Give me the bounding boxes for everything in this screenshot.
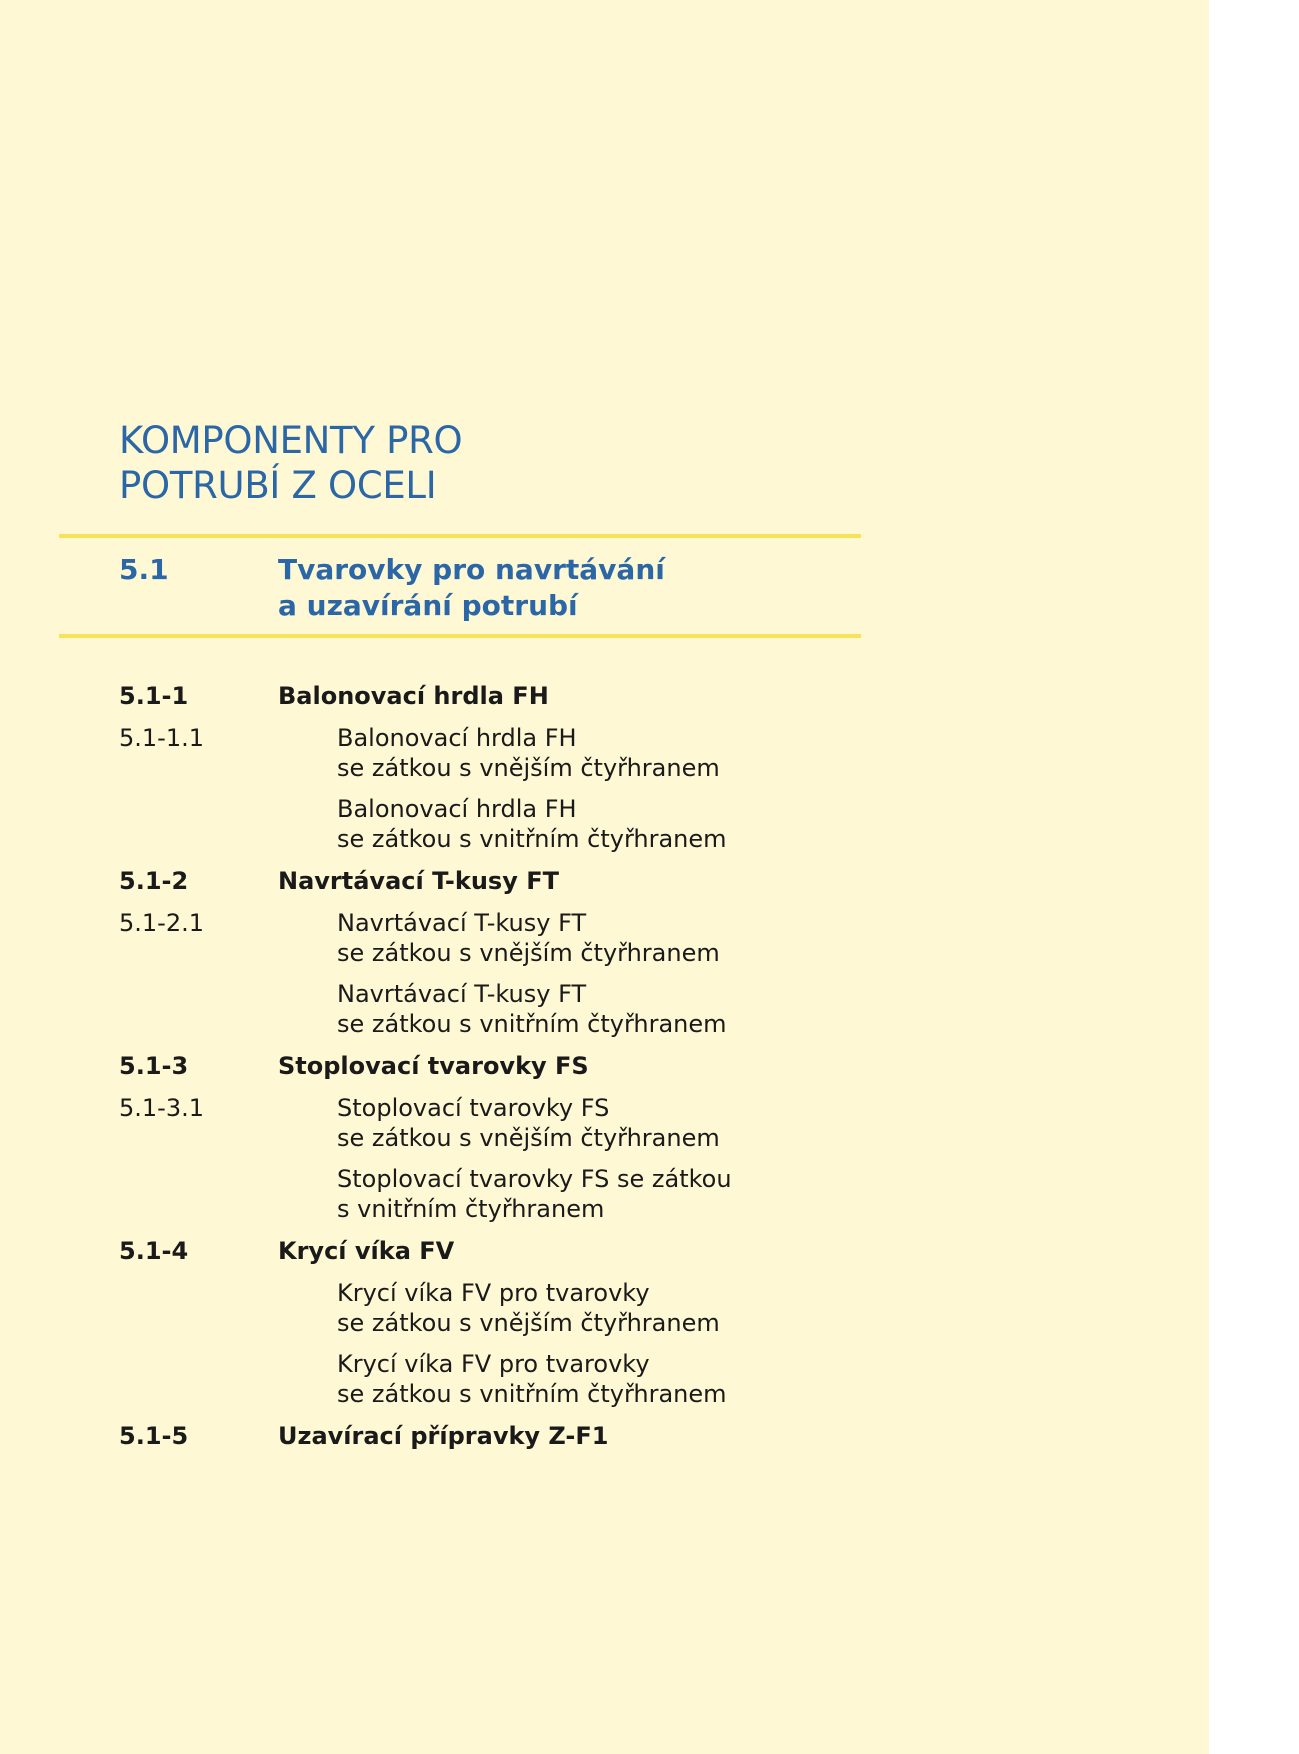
toc-entry-line: se zátkou s vnitřním čtyřhranem xyxy=(337,1380,727,1408)
section-title-line-2: a uzavírání potrubí xyxy=(278,589,578,622)
toc-number-5-1-4: 5.1-4 xyxy=(119,1237,189,1265)
toc-number-5-1-2: 5.1-2 xyxy=(119,867,189,895)
toc-heading-5-1-3[interactable]: Stoplovací tvarovky FS xyxy=(278,1052,589,1080)
toc-heading-5-1-4[interactable]: Krycí víka FV xyxy=(278,1237,455,1265)
toc-entry-line: Krycí víka FV pro tvarovky xyxy=(337,1279,650,1307)
toc-entry-line: se zátkou s vnějším čtyřhranem xyxy=(337,1124,720,1152)
toc-entry-line: Navrtávací T-kusy FT xyxy=(337,980,587,1008)
toc-entry-5-1-2-1-b[interactable] xyxy=(337,979,727,1039)
toc-number-5-1-2-1: 5.1-2.1 xyxy=(119,909,204,937)
toc-entry-5-1-3-1-a[interactable] xyxy=(337,1093,720,1153)
toc-number-5-1-1: 5.1-1 xyxy=(119,682,189,710)
toc-number-5-1-3: 5.1-3 xyxy=(119,1052,189,1080)
toc-entry-5-1-3-1-b[interactable] xyxy=(337,1164,732,1224)
toc-number-5-1-1-1: 5.1-1.1 xyxy=(119,724,204,752)
toc-entry-line: Balonovací hrdla FH xyxy=(337,795,577,823)
section-title xyxy=(278,552,665,624)
toc-heading-5-1-2[interactable]: Navrtávací T-kusy FT xyxy=(278,867,559,895)
toc-entry-line: Navrtávací T-kusy FT xyxy=(337,909,587,937)
toc-entry-line: se zátkou s vnějším čtyřhranem xyxy=(337,939,720,967)
toc-entry-line: se zátkou s vnitřním čtyřhranem xyxy=(337,1010,727,1038)
toc-entry-line: Stoplovací tvarovky FS se zátkou xyxy=(337,1165,732,1193)
toc-entry-5-1-1-1-a[interactable] xyxy=(337,723,720,783)
section-rule-top xyxy=(59,534,861,538)
toc-entry-line: se zátkou s vnitřním čtyřhranem xyxy=(337,825,727,853)
page-title xyxy=(119,418,462,508)
page-title-line-1: KOMPONENTY PRO xyxy=(119,419,463,462)
toc-entry-line: se zátkou s vnějším čtyřhranem xyxy=(337,1309,720,1337)
toc-entry-5-1-1-1-b[interactable] xyxy=(337,794,727,854)
toc-number-5-1-5: 5.1-5 xyxy=(119,1422,189,1450)
section-rule-bottom xyxy=(59,634,861,638)
toc-entry-5-1-4-b[interactable] xyxy=(337,1349,727,1409)
section-title-line-1: Tvarovky pro navrtávání xyxy=(278,553,665,586)
toc-entry-line: Stoplovací tvarovky FS xyxy=(337,1094,610,1122)
page-title-line-2: POTRUBÍ Z OCELI xyxy=(119,464,437,507)
toc-entry-5-1-2-1-a[interactable] xyxy=(337,908,720,968)
toc-heading-5-1-1[interactable]: Balonovací hrdla FH xyxy=(278,682,549,710)
toc-number-5-1-3-1: 5.1-3.1 xyxy=(119,1094,204,1122)
toc-entry-line: s vnitřním čtyřhranem xyxy=(337,1195,605,1223)
toc-entry-line: Krycí víka FV pro tvarovky xyxy=(337,1350,650,1378)
toc-entry-5-1-4-a[interactable] xyxy=(337,1278,720,1338)
toc-entry-line: Balonovací hrdla FH xyxy=(337,724,577,752)
toc-entry-line: se zátkou s vnějším čtyřhranem xyxy=(337,754,720,782)
section-number: 5.1 xyxy=(119,553,169,586)
toc-heading-5-1-5[interactable]: Uzavírací přípravky Z-F1 xyxy=(278,1422,609,1450)
